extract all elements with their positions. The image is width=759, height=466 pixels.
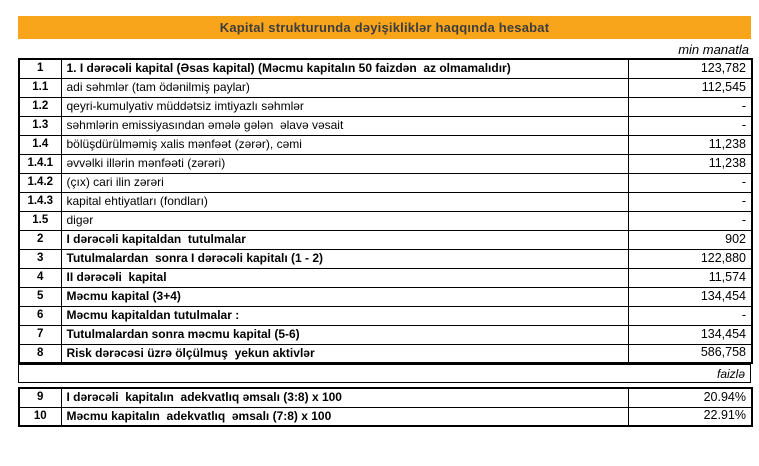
row-label: Tutulmalardan sonra I dərəcəli kapitalı (1 - 2) bbox=[61, 249, 628, 268]
table-row bbox=[19, 268, 752, 287]
table-row bbox=[19, 78, 752, 97]
row-label: qeyri-kumulyativ müddətsiz imtiyazlı səhmlər bbox=[61, 97, 628, 116]
row-label: 1. I dərəcəli kapital (Əsas kapital) (Məcmu kapitalın 50 faizdən az olmamalıdır) bbox=[61, 59, 628, 78]
row-value: 112,545 bbox=[628, 78, 752, 97]
row-value: 122,880 bbox=[628, 249, 752, 268]
row-value: - bbox=[628, 211, 752, 230]
row-number: 1 bbox=[19, 59, 61, 78]
row-number: 1.4 bbox=[19, 135, 61, 154]
table-row bbox=[19, 287, 752, 306]
row-label: (çıx) cari ilin zərəri bbox=[61, 173, 628, 192]
row-number: 1.3 bbox=[19, 116, 61, 135]
row-number: 1.5 bbox=[19, 211, 61, 230]
row-label: səhmlərin emissiyasından əmələ gələn əlavə vəsait bbox=[61, 116, 628, 135]
table-row bbox=[19, 154, 752, 173]
adequacy-ratio-table bbox=[18, 387, 753, 427]
row-value: - bbox=[628, 116, 752, 135]
row-value: 902 bbox=[628, 230, 752, 249]
table-row bbox=[19, 211, 752, 230]
row-number: 1.1 bbox=[19, 78, 61, 97]
row-label: kapital ehtiyatları (fondları) bbox=[61, 192, 628, 211]
row-number: 4 bbox=[19, 268, 61, 287]
row-value: 20.94% bbox=[628, 388, 752, 407]
table-row bbox=[19, 97, 752, 116]
table-row bbox=[19, 59, 752, 78]
row-number: 6 bbox=[19, 306, 61, 325]
row-label: əvvəlki illərin mənfəəti (zərəri) bbox=[61, 154, 628, 173]
row-value: 11,238 bbox=[628, 135, 752, 154]
unit-note-bottom: faizlə bbox=[18, 364, 751, 383]
row-number: 2 bbox=[19, 230, 61, 249]
row-number: 1.4.2 bbox=[19, 173, 61, 192]
table-row bbox=[19, 116, 752, 135]
row-number: 9 bbox=[19, 388, 61, 407]
unit-note-top: min manatla bbox=[678, 42, 749, 57]
row-label: digər bbox=[61, 211, 628, 230]
row-label: bölüşdürülməmiş xalis mənfəət (zərər), cəmi bbox=[61, 135, 628, 154]
row-number: 5 bbox=[19, 287, 61, 306]
table-row bbox=[19, 344, 752, 363]
row-value: - bbox=[628, 306, 752, 325]
table-row bbox=[19, 135, 752, 154]
row-value: - bbox=[628, 97, 752, 116]
row-label: I dərəcəli kapitaldan tutulmalar bbox=[61, 230, 628, 249]
table-row bbox=[19, 230, 752, 249]
row-value: 22.91% bbox=[628, 407, 752, 426]
row-value: - bbox=[628, 173, 752, 192]
row-value: - bbox=[628, 192, 752, 211]
table-row bbox=[19, 173, 752, 192]
row-value: 123,782 bbox=[628, 59, 752, 78]
table-row bbox=[19, 325, 752, 344]
row-number: 8 bbox=[19, 344, 61, 363]
row-number: 1.4.3 bbox=[19, 192, 61, 211]
row-value: 11,238 bbox=[628, 154, 752, 173]
table-row bbox=[19, 306, 752, 325]
row-value: 11,574 bbox=[628, 268, 752, 287]
capital-table bbox=[18, 58, 753, 364]
row-label: II dərəcəli kapital bbox=[61, 268, 628, 287]
row-number: 3 bbox=[19, 249, 61, 268]
row-number: 1.4.1 bbox=[19, 154, 61, 173]
title-bar bbox=[18, 16, 751, 39]
row-label: Məcmu kapital (3+4) bbox=[61, 287, 628, 306]
row-value: 134,454 bbox=[628, 287, 752, 306]
row-number: 7 bbox=[19, 325, 61, 344]
table-row bbox=[19, 407, 752, 426]
row-label: adi səhmlər (tam ödənilmiş paylar) bbox=[61, 78, 628, 97]
table-row bbox=[19, 388, 752, 407]
row-value: 134,454 bbox=[628, 325, 752, 344]
row-label: Risk dərəcəsi üzrə ölçülmuş yekun aktivlər bbox=[61, 344, 628, 363]
page-title: Kapital strukturunda dəyişikliklər haqqında hesabat bbox=[219, 20, 550, 35]
row-number: 1.2 bbox=[19, 97, 61, 116]
row-label: I dərəcəli kapitalın adekvatlıq əmsalı (3:8) x 100 bbox=[61, 388, 628, 407]
row-number: 10 bbox=[19, 407, 61, 426]
row-value: 586,758 bbox=[628, 344, 752, 363]
table-row bbox=[19, 192, 752, 211]
row-label: Məcmu kapitalın adekvatlıq əmsalı (7:8) x 100 bbox=[61, 407, 628, 426]
row-label: Tutulmalardan sonra məcmu kapital (5-6) bbox=[61, 325, 628, 344]
table-row bbox=[19, 249, 752, 268]
row-label: Məcmu kapitaldan tutulmalar : bbox=[61, 306, 628, 325]
